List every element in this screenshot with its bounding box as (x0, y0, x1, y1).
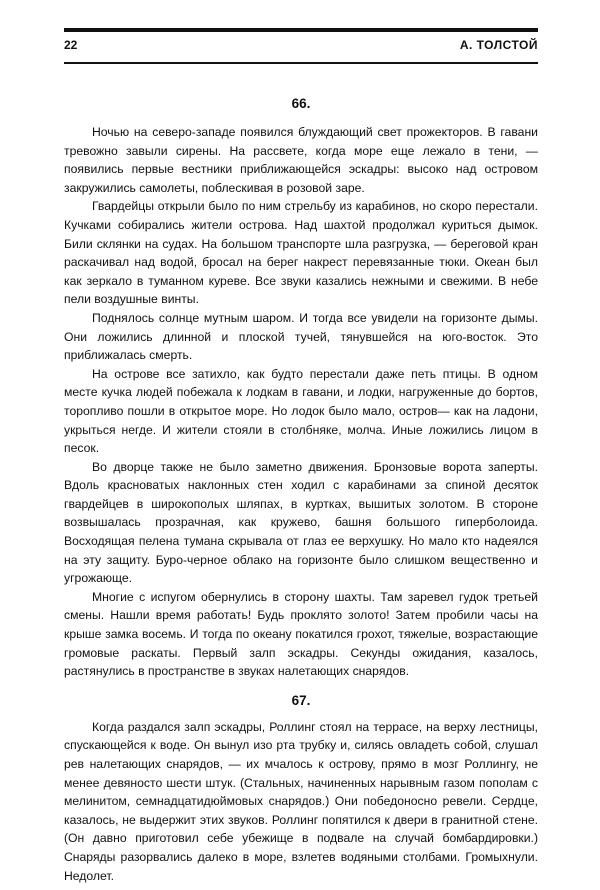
paragraph: Во дворце также не было заметно движения. Бронзовые ворота заперты. Вдоль красноватых наклонных стен ходил с карабинами за спиной десяток гвардейцев в широкополых шляпах, в куртках, вышитых золотом. В стороне возвышалась прозрачная, как кружево, башня большого гиперболоида. Восходящая пелена тумана скрывала от глаз ее верхушку. Но мало кто надеялся на эту защиту. Буро-черное облако на горизонте было слишком вещественно и угрожающе. (64, 459, 538, 586)
page-number: 22 (64, 38, 78, 52)
paragraph: Поднялось солнце мутным шаром. И тогда все увидели на горизонте дымы. Они ложились длинной и плоской тучей, тянувшейся на юго-восток. Это приближалась смерть. (64, 310, 538, 363)
paragraph: На острове все затихло, как будто перестали даже петь птицы. В одном месте кучка людей побежала к лодкам в гавани, и лодки, нагруженные до бортов, торопливо пошли в открытое море. Но лодок было мало, остров— как на ладони, укрыться негде. И жители стояли в столбняке, молча. Иные ложились лицом в песок. (64, 366, 538, 456)
paragraph: Ночью на северо-западе появился блуждающий свет прожекторов. В гавани тревожно завыли сирены. На рассвете, когда море еще лежало в тени, — появились первые вестники приближающейся эскадры: высоко над островом закружились самолеты, поблескивая в розовой заре. (64, 125, 538, 195)
header-rule-bottom (64, 62, 538, 64)
page-content (64, 96, 538, 885)
running-head (64, 38, 538, 52)
running-head-author: А. ТОЛСТОЙ (459, 38, 538, 52)
paragraph: Когда раздался залп эскадры, Роллинг стоял на террасе, на верху лестницы, спускающейся к воде. Он вынул изо рта трубку и, силясь овладеть собой, слушал рев налетающих снарядов, — их мчалось к острову, прямо в мозг Роллингу, не менее девяносто шести штук. (Стальных, начиненных нарывным газом пополам с мелинитом, семнадцатидюймовых снарядов.) Они победоносно ревели. Сердце, казалось, не выдержит этих звуков. Роллинг попятился к двери в гранитной стене. (Он давно приготовил себе убежище в подвале на случай бомбардировки.) Снаряды разорвались далеко в море, взлетев водяными столбами. Громыхнули. Недолет. (64, 719, 538, 883)
paragraph: Гвардейцы открыли было по ним стрельбу из карабинов, но скоро перестали. Кучками собирались жители острова. Над шахтой продолжал куриться дымок. Били склянки на судах. На большом транспорте шла разгрузка, — береговой кран раскачивал над водой, бросал на берег накрест перевязанные тюки. Океан был как зеркало в туманном куреве. Все звуки казались нежными и свежими. В небе пели воздушные винты. (64, 199, 538, 307)
chapter-number: 67. (291, 692, 311, 708)
header-rule-top (64, 28, 538, 32)
chapter-number: 66. (291, 96, 311, 111)
paragraph: Многие с испугом обернулись в сторону шахты. Там заревел гудок третьей смены. Нашли время работать! Будь проклято золото! Затем пробили часы на крыше замка восемь. И тогда по океану покатился грохот, тяжелые, возрастающие громовые раскаты. Первый залп эскадры. Секунды ожидания, казалось, растянулись в пространстве в звуках налетающих снарядов. (64, 589, 538, 679)
